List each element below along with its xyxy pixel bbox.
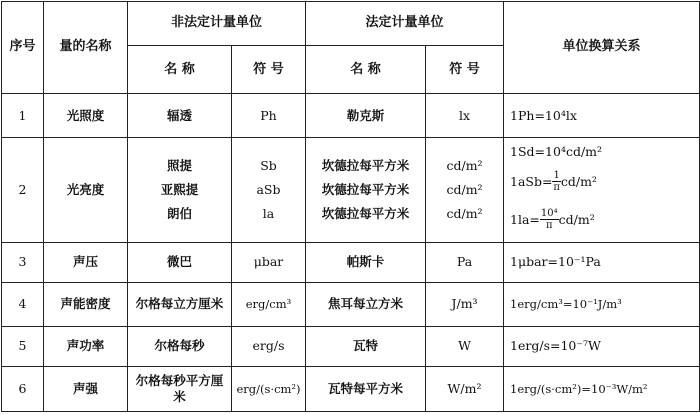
conversion-line: 1Sd=10⁴cd/m²: [510, 143, 603, 159]
quantity-name: 声功率: [44, 326, 128, 366]
conversion-prefix: 1la=: [510, 212, 540, 228]
fraction: [552, 170, 560, 193]
conversion: 1Ph=10⁴lx: [504, 94, 700, 138]
table-row: [2, 94, 700, 138]
legal-name: [306, 138, 426, 242]
numerator: 10⁴: [540, 208, 558, 220]
header-legal-unit: 法定计量单位: [306, 2, 504, 46]
table-row: [2, 138, 700, 242]
legal-symbol: W/m²: [426, 366, 504, 411]
nonlegal-symbol: erg/cm³: [232, 282, 306, 326]
quantity-name: 光亮度: [44, 138, 128, 242]
nonlegal-name: 辐透: [128, 94, 232, 138]
header-seq: 序号: [2, 2, 44, 94]
legal-name: 瓦特: [306, 326, 426, 366]
nonlegal-symbol: Ph: [232, 94, 306, 138]
nonlegal-symbol: erg/(s·cm²): [232, 366, 306, 411]
legal-symbol: lx: [426, 94, 504, 138]
nonlegal-symbol: erg/s: [232, 326, 306, 366]
row-number: 1: [2, 94, 44, 138]
nonlegal-symbol-item: Sb: [260, 157, 277, 173]
conversion-line: [510, 163, 697, 201]
row-number: 2: [2, 138, 44, 242]
numerator: 1: [553, 170, 560, 182]
header-nonlegal-unit: 非法定计量单位: [128, 2, 306, 46]
subheader-nonlegal-symbol: 符 号: [232, 46, 306, 94]
legal-name: 焦耳每立方米: [306, 282, 426, 326]
row-number: 6: [2, 366, 44, 411]
nonlegal-symbol: μbar: [232, 242, 306, 282]
legal-name-item: 坎德拉每平方米: [321, 205, 410, 221]
table-row: [2, 242, 700, 282]
quantity-name: 光照度: [44, 94, 128, 138]
nonlegal-name-item: 照提: [166, 157, 192, 173]
legal-symbol-item: cd/m²: [446, 205, 483, 221]
subheader-nonlegal-name: 名 称: [128, 46, 232, 94]
nonlegal-name-item: 朗伯: [166, 205, 192, 221]
table-row: [2, 282, 700, 326]
legal-name: 勒克斯: [306, 94, 426, 138]
header-conversion: 单位换算关系: [504, 2, 700, 94]
nonlegal-name: 尔格每立方厘米: [128, 282, 232, 326]
nonlegal-symbol-item: la: [262, 205, 275, 221]
legal-symbol: Pa: [426, 242, 504, 282]
row-number: 5: [2, 326, 44, 366]
legal-name: 帕斯卡: [306, 242, 426, 282]
nonlegal-name: 微巴: [128, 242, 232, 282]
nonlegal-name: 尔格每秒: [128, 326, 232, 366]
nonlegal-name: [128, 138, 232, 242]
conversion: 1erg/cm³=10⁻¹J/m³: [504, 282, 700, 326]
conversion-unit: cd/m²: [560, 174, 597, 190]
row-number: 3: [2, 242, 44, 282]
conversion-line: [510, 201, 697, 239]
legal-symbol: J/m³: [426, 282, 504, 326]
conversion: [504, 138, 700, 242]
nonlegal-name: 尔格每秒平方厘米: [128, 366, 232, 411]
legal-name-item: 坎德拉每平方米: [321, 157, 410, 173]
legal-name-item: 坎德拉每平方米: [321, 181, 410, 197]
quantity-name: 声能密度: [44, 282, 128, 326]
table-row: [2, 366, 700, 411]
header-quantity-name: 量的名称: [44, 2, 128, 94]
row-number: 4: [2, 282, 44, 326]
nonlegal-symbol: [232, 138, 306, 242]
conversion-prefix: 1aSb=: [510, 174, 553, 190]
table-row: [2, 326, 700, 366]
conversion: 1erg/(s·cm²)=10⁻³W/m²: [504, 366, 700, 411]
legal-symbol-item: cd/m²: [446, 181, 483, 197]
conversion: 1μbar=10⁻¹Pa: [504, 242, 700, 282]
legal-symbol: [426, 138, 504, 242]
conversion-unit: cd/m²: [558, 212, 595, 228]
subheader-legal-symbol: 符 号: [426, 46, 504, 94]
subheader-legal-name: 名 称: [306, 46, 426, 94]
legal-name: 瓦特每平方米: [306, 366, 426, 411]
fraction: [540, 208, 559, 231]
legal-symbol-item: cd/m²: [446, 157, 483, 173]
nonlegal-name-item: 亚熙提: [160, 181, 199, 197]
quantity-name: 声强: [44, 366, 128, 411]
unit-conversion-table: [1, 1, 700, 412]
denominator: π: [553, 182, 560, 194]
nonlegal-symbol-item: aSb: [256, 181, 281, 197]
denominator: π: [546, 220, 553, 232]
conversion: 1erg/s=10⁻⁷W: [504, 326, 700, 366]
quantity-name: 声压: [44, 242, 128, 282]
legal-symbol: W: [426, 326, 504, 366]
